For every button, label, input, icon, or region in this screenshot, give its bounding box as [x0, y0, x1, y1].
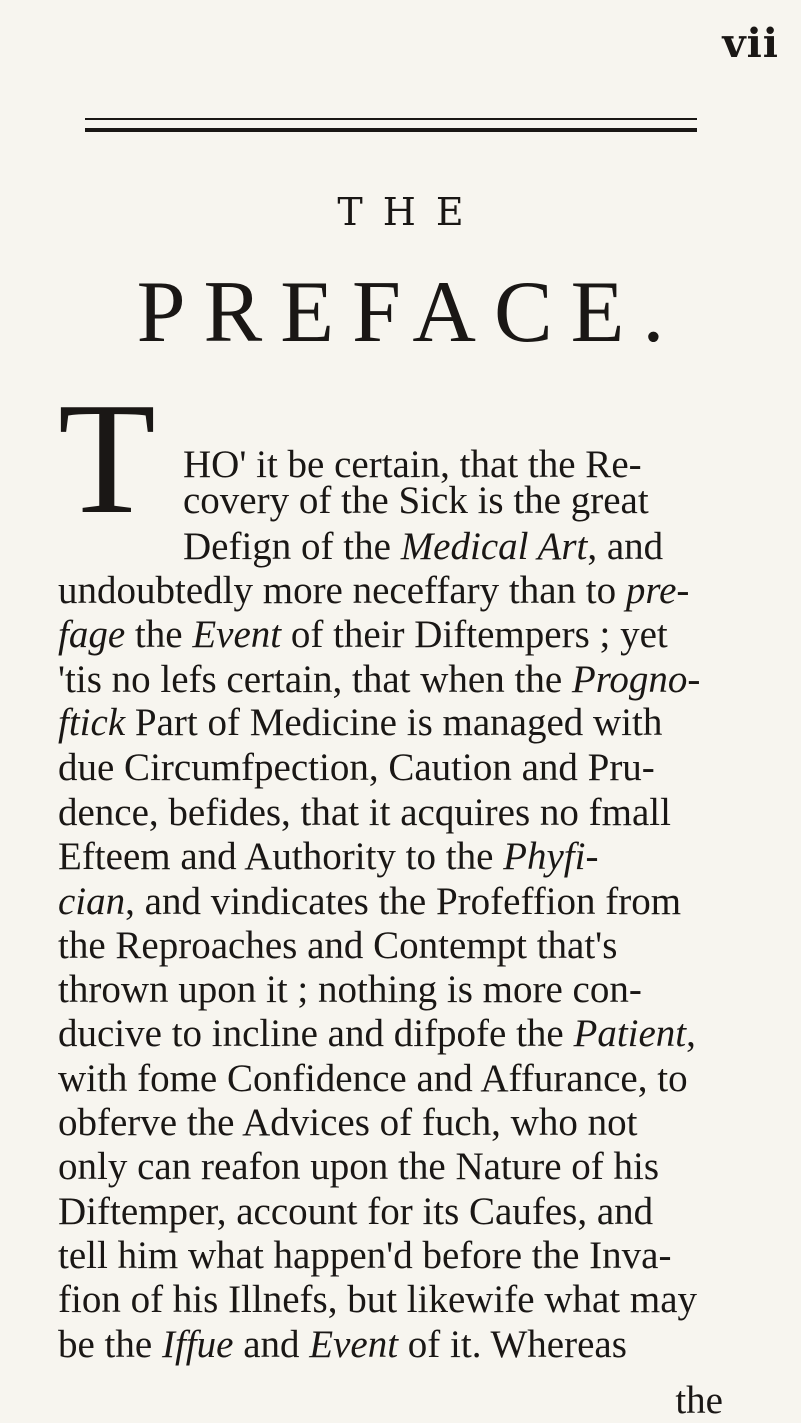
- text-segment: , and vindicates the Profeffion from: [125, 880, 682, 923]
- text-segment: and: [233, 1323, 310, 1366]
- italic-term: Progno-: [571, 658, 701, 701]
- text-segment: undoubtedly more neceffary than to: [58, 569, 626, 612]
- text-segment: HO' it be certain, that the Re-: [183, 443, 642, 486]
- text-line: [58, 1236, 671, 1275]
- text-line: [58, 571, 689, 610]
- italic-term: ftick: [58, 701, 126, 744]
- heading-the: THE: [337, 190, 484, 234]
- italic-term: Event: [309, 1323, 399, 1366]
- text-line: [58, 1059, 688, 1098]
- drop-cap: T: [58, 369, 156, 547]
- catchword: the: [675, 1379, 723, 1422]
- italic-term: Patient: [573, 1012, 687, 1055]
- text-line: [58, 748, 655, 787]
- italic-term: Event: [192, 613, 282, 656]
- heading-preface: PREFACE.: [136, 264, 683, 361]
- italic-term: Iffue: [161, 1323, 234, 1366]
- text-segment: Efteem and Authority to the: [58, 835, 504, 878]
- text-line: [58, 703, 662, 742]
- text-segment: tell him what happen'd before the Inva-: [58, 1234, 672, 1277]
- text-segment: ,: [686, 1012, 696, 1055]
- text-segment: dence, befides, that it acquires no fmall: [58, 791, 671, 834]
- text-segment: Part of Medicine is managed with: [125, 701, 663, 744]
- italic-term: Medical Art: [400, 525, 588, 568]
- text-segment: with fome Confidence and Affurance, to: [58, 1057, 688, 1100]
- text-segment: covery of the Sick is the great: [183, 479, 649, 522]
- text-segment: fion of his Illnefs, but likewife what may: [58, 1278, 698, 1321]
- text-segment: ducive to incline and difpofe the: [58, 1012, 574, 1055]
- text-line: [58, 615, 668, 654]
- text-line: [58, 660, 700, 699]
- text-line: [58, 793, 671, 832]
- text-segment: obferve the Advices of fuch, who not: [58, 1101, 638, 1144]
- italic-term: fage: [58, 613, 126, 656]
- text-segment: Defign of the: [183, 525, 401, 568]
- text-segment: due Circumfpection, Caution and Pru-: [58, 746, 655, 789]
- text-line: [183, 527, 663, 566]
- text-segment: , and: [587, 525, 664, 568]
- italic-term: Phyfi-: [503, 835, 599, 878]
- text-line: [58, 970, 642, 1009]
- text-line: [183, 481, 649, 520]
- text-segment: the: [125, 613, 193, 656]
- text-line: [58, 1014, 696, 1053]
- header-rule-thin: [85, 118, 697, 120]
- text-line: [58, 1103, 637, 1142]
- text-line: [58, 1147, 659, 1186]
- header-rule-thick: [85, 128, 697, 132]
- text-line: [58, 1325, 627, 1364]
- text-line: [58, 837, 598, 876]
- text-line: [58, 882, 681, 921]
- text-segment: only can reafon upon the Nature of his: [58, 1145, 660, 1188]
- text-line: [58, 926, 617, 965]
- italic-term: pre-: [625, 569, 690, 612]
- text-line: [58, 1192, 653, 1231]
- page-number: vii: [722, 20, 779, 67]
- text-segment: Diftemper, account for its Caufes, and: [58, 1190, 654, 1233]
- text-segment: the Reproaches and Contempt that's: [58, 924, 618, 967]
- text-segment: 'tis no lefs certain, that when the: [58, 658, 572, 701]
- text-segment: thrown upon it ; nothing is more con-: [58, 968, 642, 1011]
- text-segment: of it. Whereas: [398, 1323, 627, 1366]
- text-segment: of their Diftempers ; yet: [281, 613, 668, 656]
- text-line: [58, 1280, 697, 1319]
- italic-term: cian: [58, 880, 126, 923]
- text-segment: be the: [58, 1323, 162, 1366]
